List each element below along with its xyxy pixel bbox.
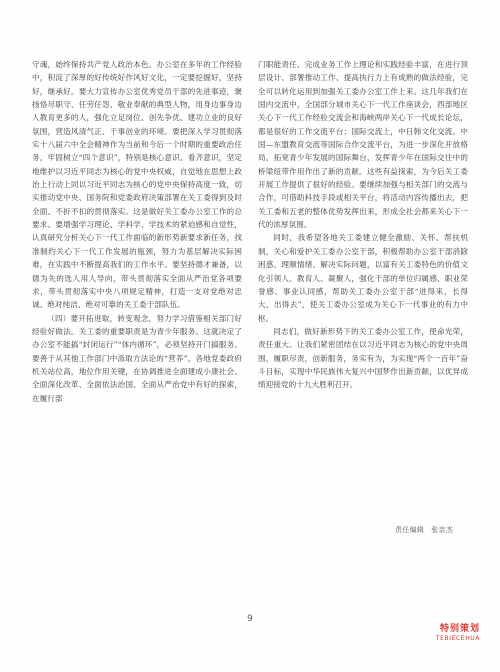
left-column	[32, 58, 242, 405]
section-title-en: TEBIECEHUA	[435, 635, 480, 642]
left-paragraph-2: （四）要开拓进取，转变观念，努力学习借鉴相关部门好经验好做法。关工委的重要职责是为青少年服务。这就决定了办公室不能搞“封闭运行”“体内循环”，必须坚持开门搞服务。要善于从其他工作部门中汲取方法论的“营养”。各地党委政府机关站位高，地位作用关键，在协调推进全面建成小康社会、全面深化改革、全面依法治国、全面从严治党中有好的探索，在履行部	[32, 313, 242, 403]
right-paragraph-2: 同时，我希望各地关工委建立健全激励、关怀、帮扶机制，关心和爱护关工委办公室干部，积极帮助办公室干部消除困惑、理顺情绪、解决实际问题，以富有关工委特色的价值文化引领人、教育人、凝聚人，强化干部的单位归属感、职业荣誉感、事业认同感，帮助关工委办公室干部“进得来、长得大、出得去”，使关工委办公室成为关心下一代事业的有力中枢。	[258, 233, 468, 323]
editor-name: 张亲杰	[431, 526, 454, 534]
section-brand	[436, 621, 480, 642]
editor-label: 责任编辑	[395, 526, 425, 534]
section-title-cn: 特别策划	[439, 624, 480, 634]
page-number: 9	[247, 614, 253, 624]
right-column	[258, 58, 468, 392]
right-paragraph-1: 门职能责任、完成业务工作上理论和实践经验丰富，在进行顶层设计、部署推动工作、提高执行力上有成熟的做法经验，完全可以转化运用到加强关工委办公室工作上来。这几年我们在国内交流中，全国部分城市关心下一代工作座谈会，西部地区关心下一代工作经验交流会和海峡两岸关心下一代成长论坛，都是很好的工作交流平台；国际交流上，中日韩文化交流、中国—东盟教育交流等国际合作交流平台，为进一步深化开放格局，拓宽青少年发展的国际舞台，发挥青少年在国际交往中的桥梁纽带作用作出了新的贡献。这些有益探索，为今后关工委开展工作提供了很好的经验。要继续加强与相关部门的交流与合作，可借助科技手段或相关平台，将活动内容传播出去，把关工委和五老的整体优势发挥出来，形成全社会都来关心下一代的浓厚氛围。	[258, 60, 468, 230]
left-paragraph-1: 守魂，始终保持共产党人政治本色。办公室在多年的工作经验中，积淀了深厚的好传统好作风好文化，一定要挖掘好，坚持好，继承好。要大力宣传办公室优秀党员干部的先进事迹，褒扬恪尽职守、任劳任怨、敬业奉献的典型人物，用身边事身边人教育更多的人，强化立足岗位、创先争优、建功立业的良好氛围，营造风清气正、干事创业的环境。要把深入学习贯彻落实十八届六中全会精神作为当前和今后一个时期的重要政治任务，牢固树立“四个意识”，特别是核心意识、看齐意识，坚定地维护以习近平同志为核心的党中央权威，自觉地在思想上政治上行动上同以习近平同志为核心的党中央保持高度一致，切实推动党中央、国务院和党委政府决策部署在关工委得到及时全面、不折不扣的贯彻落实。这是做好关工委办公室工作的总要求。要增强学习理论、学科学、学技术的紧迫感和自觉性，认真研究分析关心下一代工作面临的新形势新要求新任务，找准制约关心下一代工作发展的瓶颈，努力为基层解决实际困难，在实践中不断提高我们的工作水平。要坚持德才兼备，以德为先的选人用人导向，带头贯彻落实全面从严治党各项要求，带头贯彻落实中央八项规定精神，打造一支对党绝对忠诚、绝对纯洁、绝对可靠的关工委干部队伍。	[32, 60, 242, 310]
editor-credit	[395, 525, 453, 535]
right-paragraph-3: 同志们，做好新形势下的关工委办公室工作，使命光荣，责任重大。让我们紧密团结在以习近平同志为核心的党中央周围，履职尽责，创新服务，务实有为，为实现“两个一百年”奋斗目标，实现中华民族伟大复兴中国梦作出新贡献，以优异成绩迎接党的十九大胜利召开。	[258, 326, 468, 390]
